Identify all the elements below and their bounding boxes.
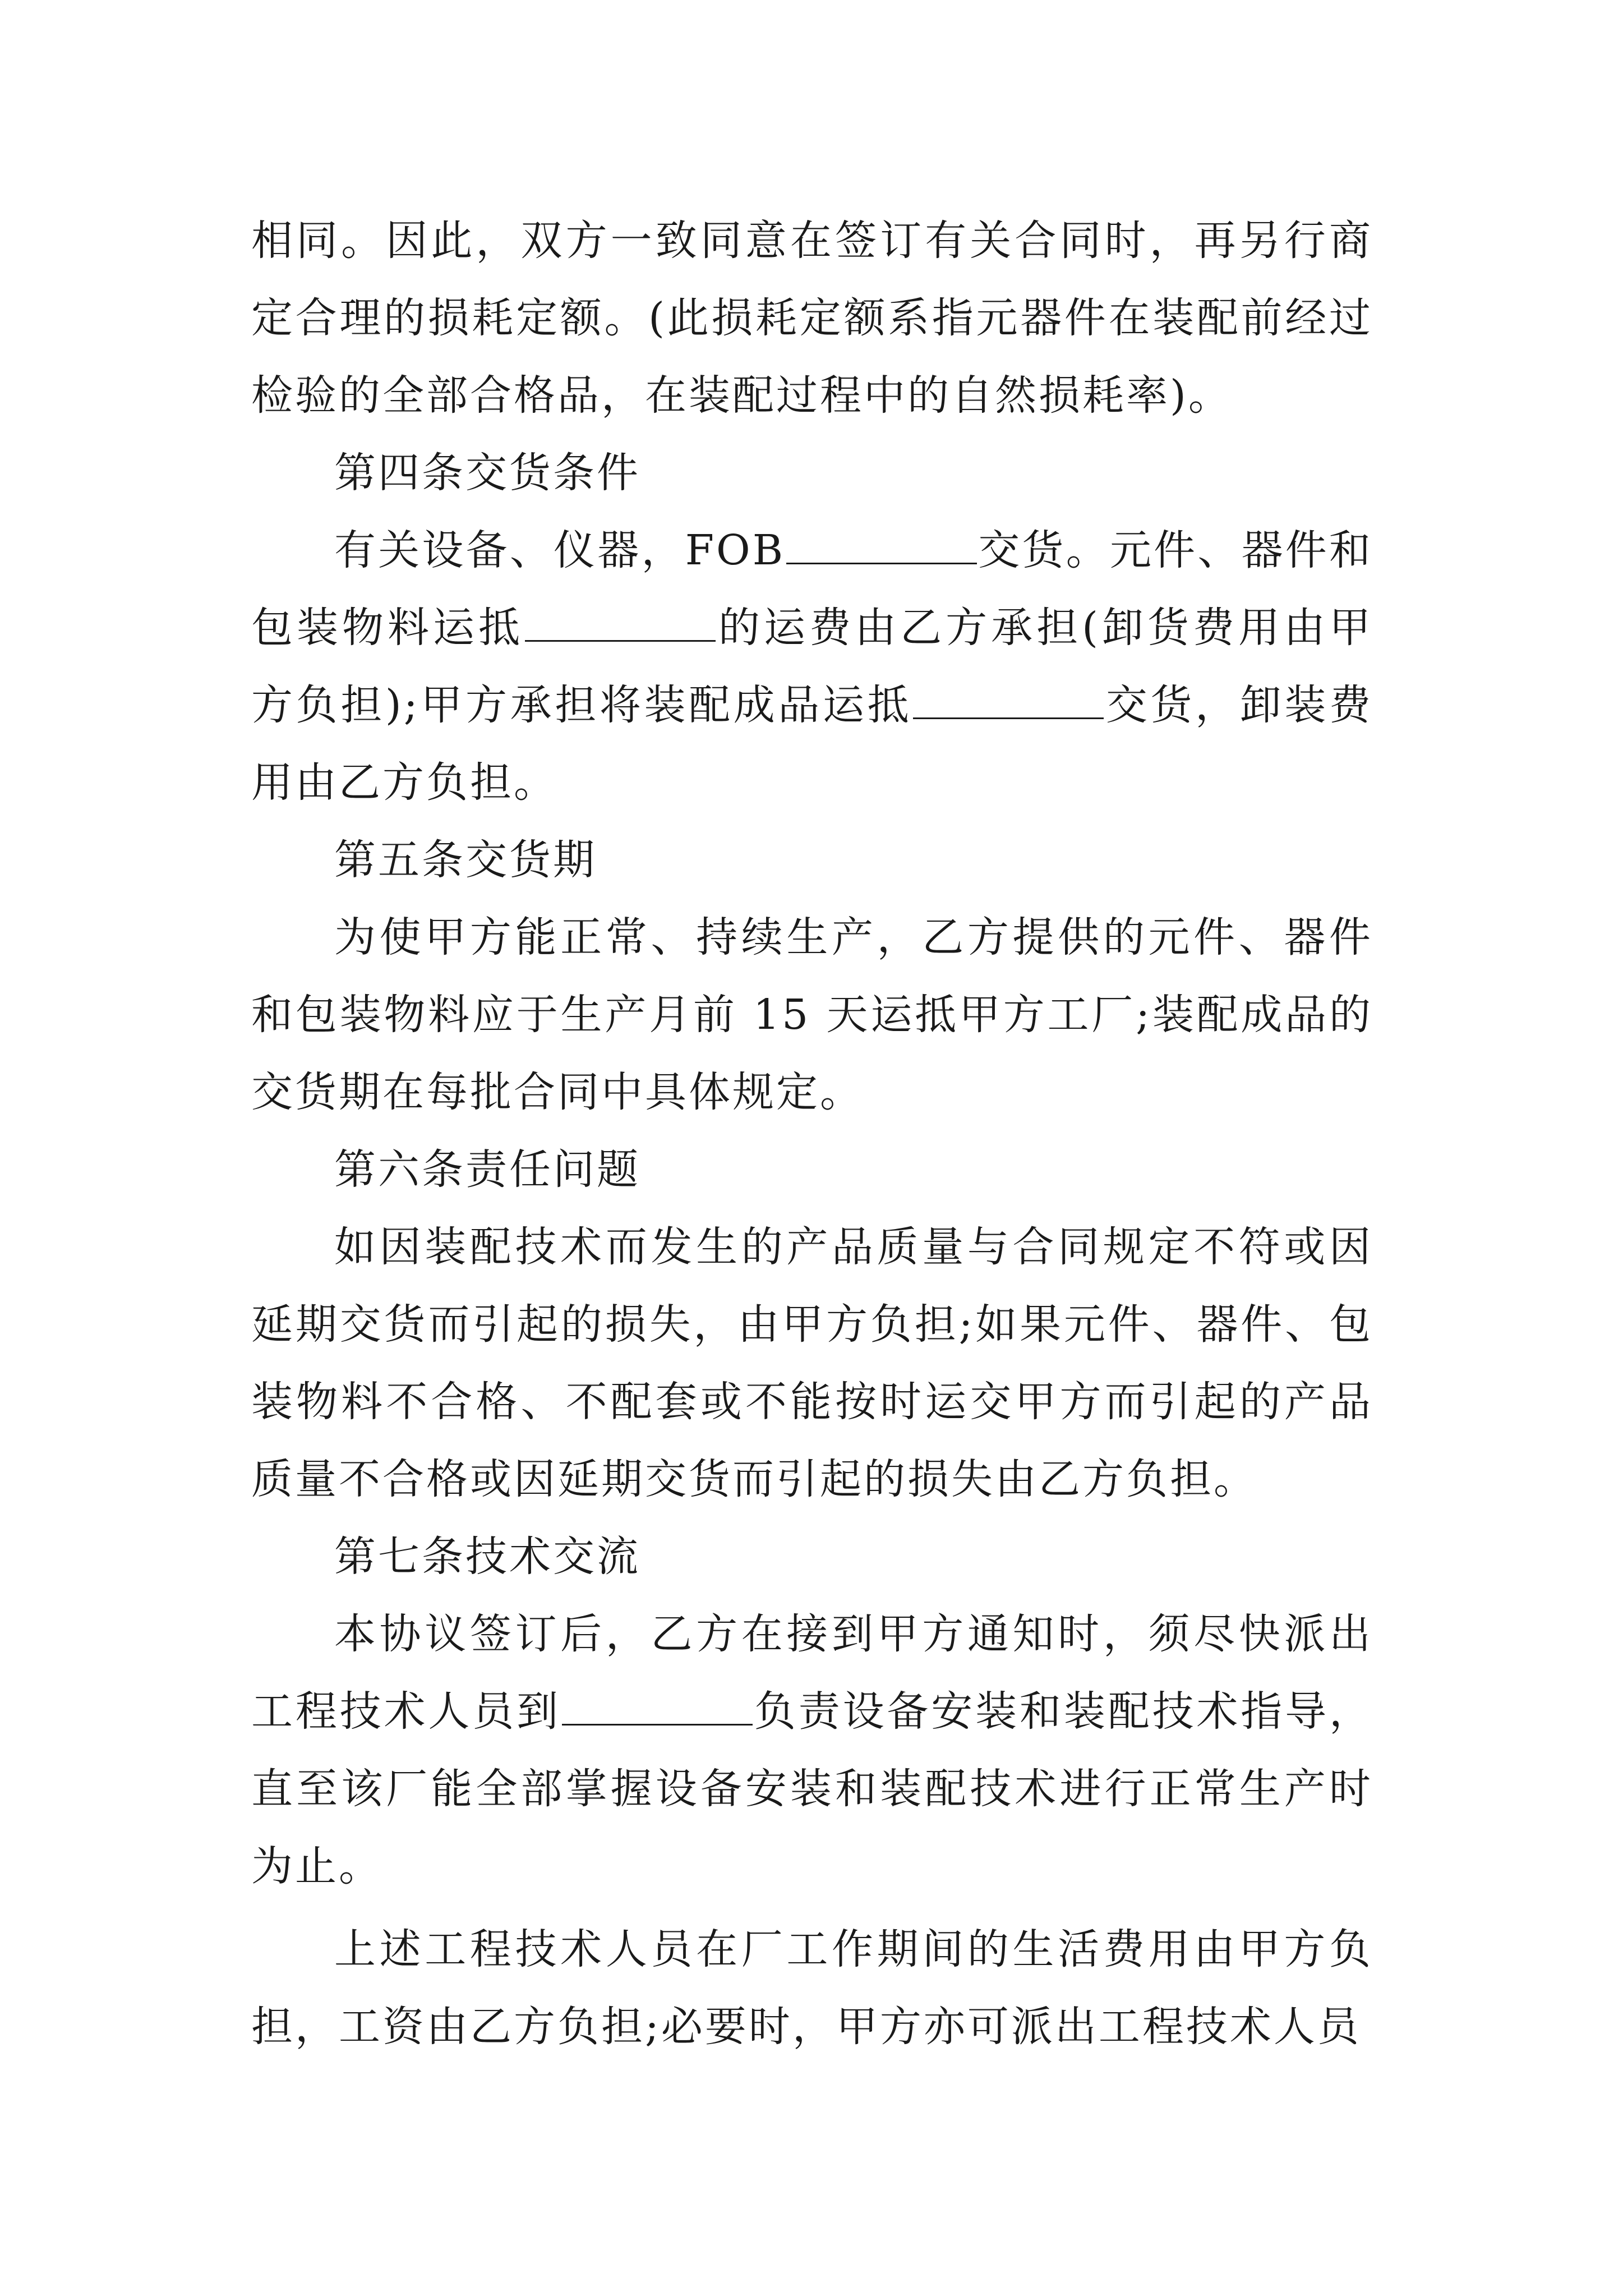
heading-article-4: 第四条交货条件 [334, 449, 640, 497]
paragraph-text: 上述工程技术人员在厂工作期间的生活费用由甲方负担，工资由乙方负担;必要时，甲方亦可派出工程技术人员 [251, 1925, 1373, 2051]
paragraph-delivery-conditions [251, 512, 1373, 821]
fill-in-blank [525, 606, 716, 642]
fill-in-blank [913, 684, 1104, 719]
paragraph-engineer-expenses [251, 1911, 1373, 2065]
paragraph-text: 有关设备、仪器，FOB [334, 526, 786, 574]
paragraph-text: 相同。因此，双方一致同意在签订有关合同时，再另行商定合理的损耗定额。(此损耗定额系指元器件在装配前经过检验的全部合格品，在装配过程中的自然损耗率)。 [251, 217, 1373, 420]
heading-article-7: 第七条技术交流 [334, 1533, 640, 1581]
fill-in-blank [562, 1690, 753, 1726]
paragraph-liability [251, 1208, 1373, 1518]
paragraph-text: 的运费由乙方承担(卸货费用由甲方负担);甲方承担将装配成品运抵 [251, 604, 1373, 729]
heading-article-5: 第五条交货期 [334, 836, 597, 884]
paragraph-text: 本协议签订后，乙方在接到甲方通知时，须尽快派出工程技术人员到 [251, 1610, 1373, 1736]
paragraph-text: 为使甲方能正常、持续生产，乙方提供的元件、器件和包装物料应于生产月前 15 天运抵甲方工厂;装配成品的交货期在每批合同中具体规定。 [251, 913, 1373, 1116]
paragraph-delivery-period [251, 899, 1373, 1131]
paragraph-text: 负责设备安装和装配技术指导，直至该厂能全部掌握设备安装和装配技术进行正常生产时为止。 [251, 1687, 1373, 1890]
fill-in-blank [786, 529, 977, 564]
paragraph-text: 交货。元件、器件和包装物料运抵 [251, 526, 1373, 652]
paragraph-text: 交货，卸装费用由乙方负担。 [251, 681, 1373, 807]
paragraph-loss-quota [251, 202, 1373, 434]
document-page [251, 202, 1373, 2065]
heading-article-6: 第六条责任问题 [334, 1145, 640, 1194]
paragraph-text: 如因装配技术而发生的产品质量与合同规定不符或因延期交货而引起的损失，由甲方负担;如果元件、器件、包装物料不合格、不配套或不能按时运交甲方而引起的产品质量不合格或因延期交货而引起的损失由乙方负担。 [251, 1223, 1373, 1503]
paragraph-technical-exchange [251, 1595, 1373, 1905]
